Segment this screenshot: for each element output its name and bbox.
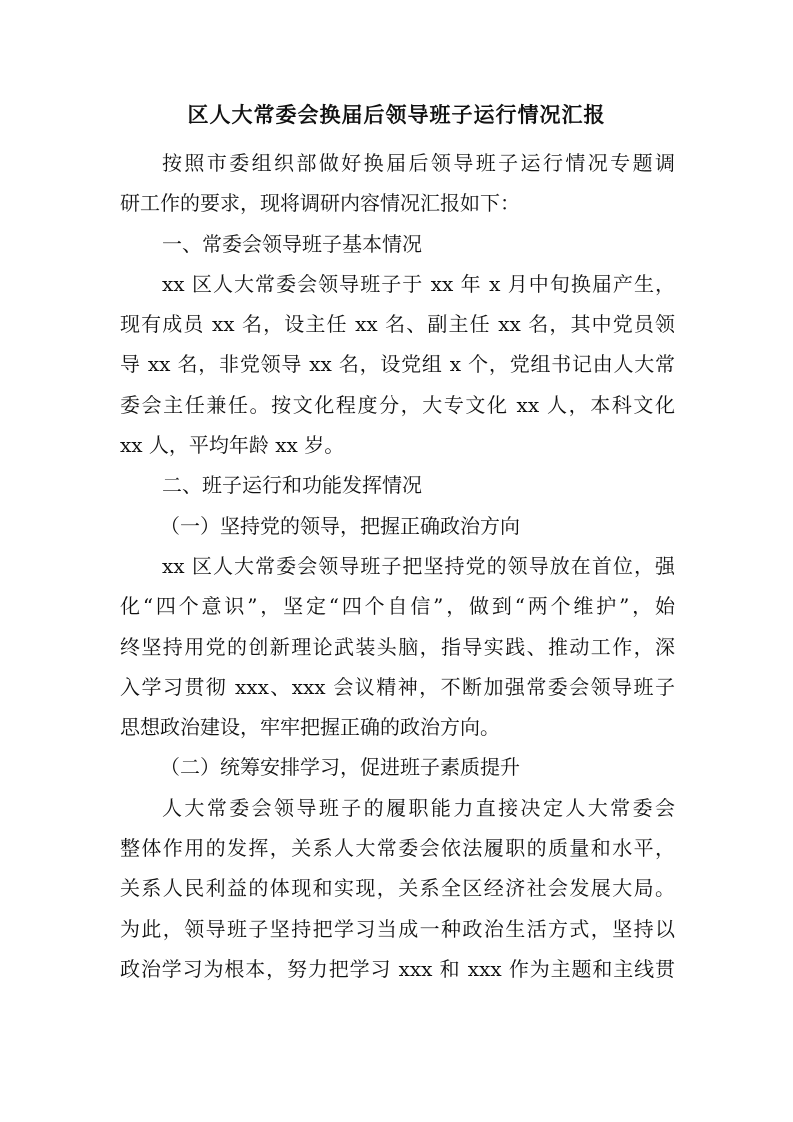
- paragraph-line: xx 人，平均年龄 xx 岁。: [120, 433, 345, 458]
- paragraph-line: 委会主任兼任。按文化程度分，大专文化 xx 人，本科文化: [120, 392, 675, 417]
- paragraph-line: 整体作用的发挥，关系人大常委会依法履职的质量和水平，: [120, 836, 675, 861]
- subsection-heading: （二）统筹安排学习，促进班子素质提升: [160, 755, 520, 780]
- document-body: [120, 143, 675, 989]
- document-title: 区人大常委会换届后领导班子运行情况汇报: [187, 102, 606, 127]
- subsection-heading: （一）坚持党的领导，把握正确政治方向: [160, 513, 520, 538]
- paragraph-line: 人大常委会领导班子的履职能力直接决定人大常委会: [162, 795, 675, 820]
- paragraph-line: 终坚持用党的创新理论武装头脑，指导实践、推动工作，深: [120, 634, 675, 659]
- paragraph-line: 化“四个意识”，坚定“四个自信”，做到“两个维护”，始: [120, 594, 675, 619]
- paragraph-line: 入学习贯彻 xxx、xxx 会议精神，不断加强常委会领导班子: [120, 674, 675, 699]
- paragraph-line: 思想政治建设，牢牢把握正确的政治方向。: [120, 715, 500, 740]
- paragraph-line: 政治学习为根本，努力把学习 xxx 和 xxx 作为主题和主线贯: [120, 956, 675, 981]
- paragraph-line: xx 区人大常委会领导班子把坚持党的领导放在首位，强: [162, 553, 675, 578]
- paragraph-line: 按照市委组织部做好换届后领导班子运行情况专题调: [162, 151, 675, 175]
- paragraph-line: 导 xx 名，非党领导 xx 名，设党组 x 个，党组书记由人大常: [120, 352, 675, 377]
- paragraph-line: xx 区人大常委会领导班子于 xx 年 x 月中旬换届产生，: [162, 271, 675, 296]
- paragraph-line: 现有成员 xx 名，设主任 xx 名、副主任 xx 名，其中党员领: [120, 312, 675, 337]
- section-heading: 二、班子运行和功能发挥情况: [162, 473, 422, 498]
- paragraph-line: 关系人民利益的体现和实现，关系全区经济社会发展大局。: [120, 876, 675, 901]
- paragraph-line: 为此，领导班子坚持把学习当成一种政治生活方式，坚持以: [120, 916, 675, 941]
- paragraph-line: 研工作的要求，现将调研内容情况汇报如下：: [120, 191, 520, 216]
- section-heading: 一、常委会领导班子基本情况: [162, 231, 422, 256]
